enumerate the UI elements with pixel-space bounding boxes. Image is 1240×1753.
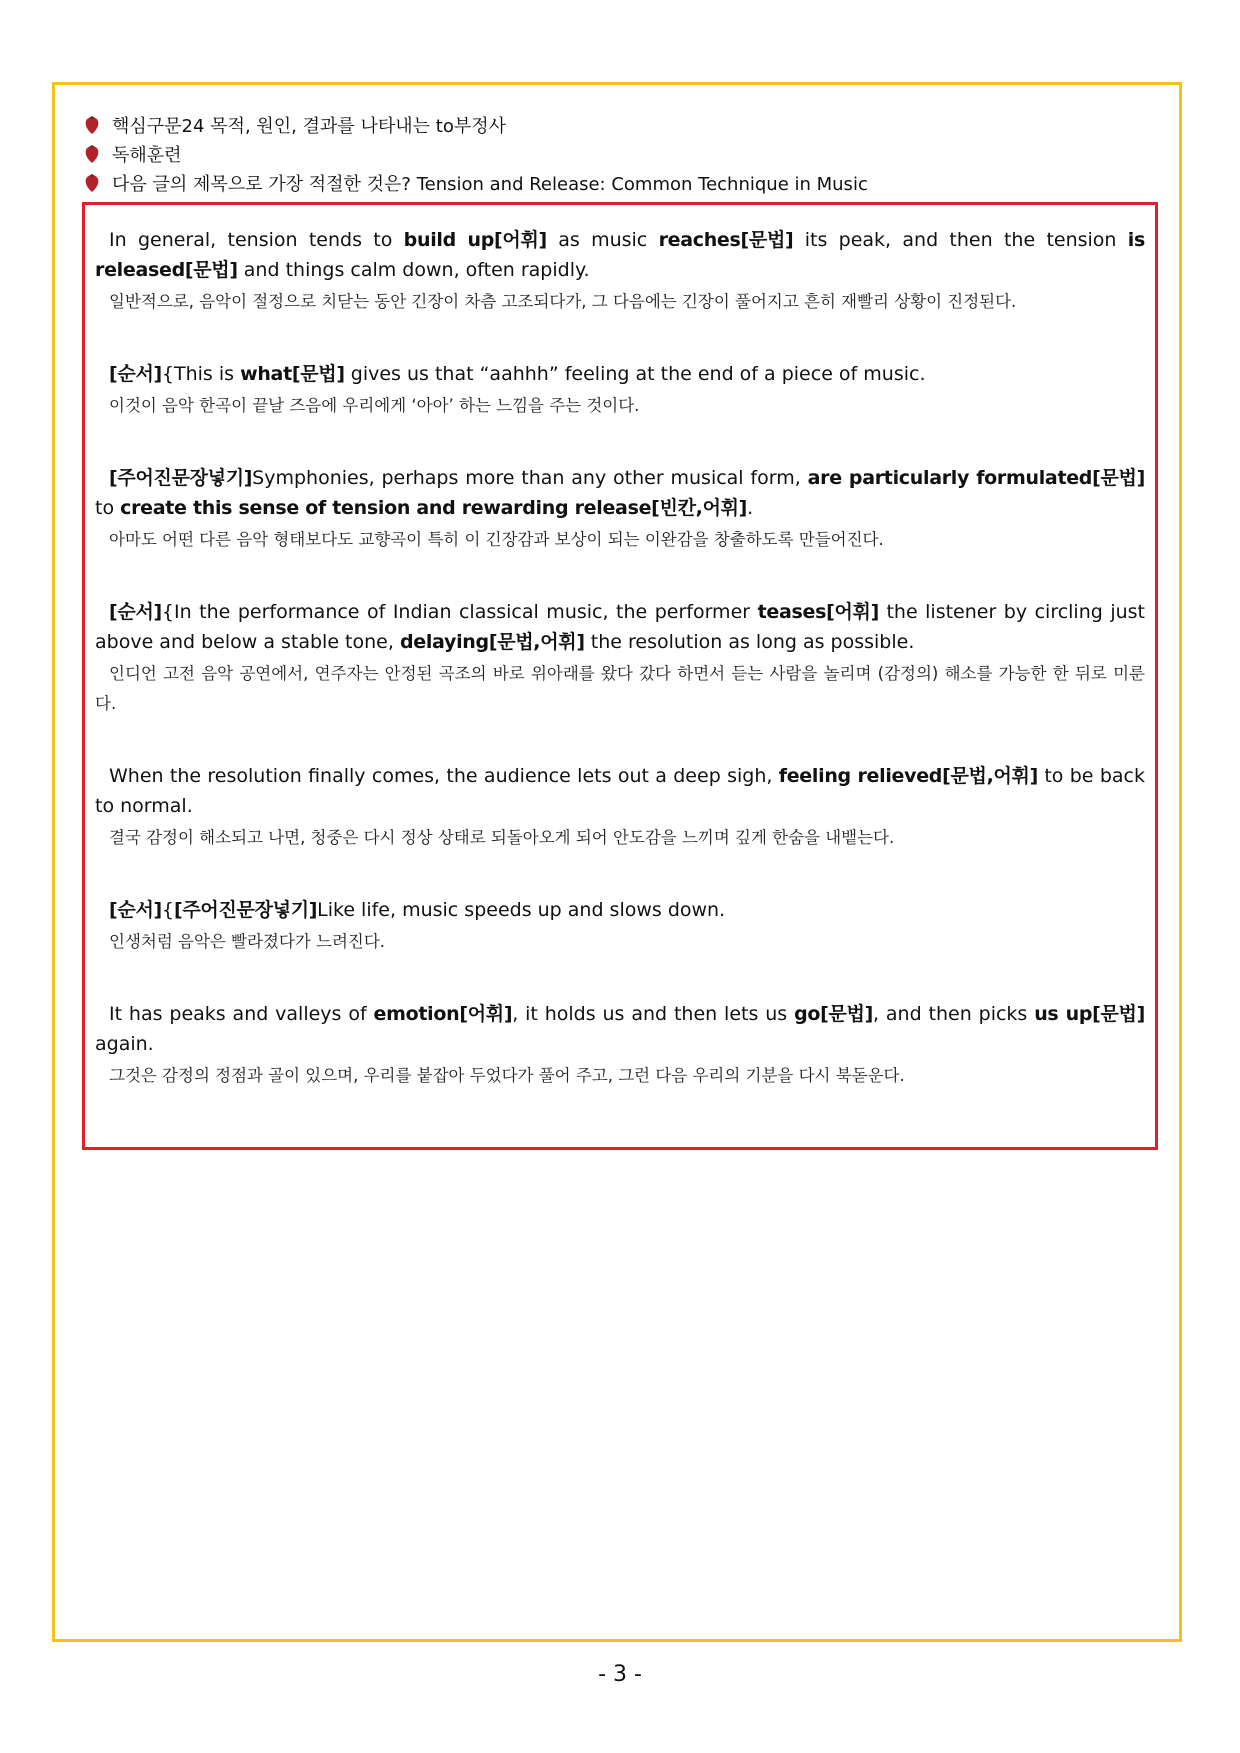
highlighted-phrase: [순서] <box>109 363 162 385</box>
header-line-1 <box>84 111 506 139</box>
sentence-text: gives us that “aahhh” feeling at the end of a piece of music. <box>344 363 926 385</box>
sentence-text: the resolution as long as possible. <box>584 631 915 653</box>
translation-text: 이것이 음악 한곡이 끝날 즈음에 우리에게 ‘아아’ 하는 느낌을 주는 것이다. <box>109 396 640 415</box>
highlighted-phrase: [주어진문장넣기] <box>109 467 253 489</box>
translation-text: 결국 감정이 해소되고 나면, 청중은 다시 정상 상태로 되돌아오게 되어 안도감을 느끼며 깊게 한숨을 내뱉는다. <box>109 828 895 847</box>
sentence-text: , it holds us and then lets us <box>512 1003 795 1025</box>
sentence-text: { <box>161 899 174 921</box>
english-sentence <box>95 597 1145 657</box>
translation-text: 그것은 감정의 정점과 골이 있으며, 우리를 붙잡아 두었다가 풀어 주고, 그런 다음 우리의 기분을 다시 북돋운다. <box>109 1066 905 1085</box>
page-number: - 3 - <box>598 1662 642 1687</box>
highlighted-phrase: us up[문법] <box>1034 1003 1145 1025</box>
translation-text: 아마도 어떤 다른 음악 형태보다도 교향곡이 특히 이 긴장감과 보상이 되는 이완감을 창출하도록 만들어진다. <box>109 530 884 549</box>
highlighted-phrase: are particularly formulated[문법] <box>807 467 1145 489</box>
highlighted-phrase: [순서] <box>109 601 162 623</box>
korean-translation <box>95 287 1145 317</box>
english-sentence <box>95 463 1145 523</box>
paragraph-block <box>95 999 1145 1091</box>
translation-text: 인디언 고전 음악 공연에서, 연주자는 안정된 곡조의 바로 위아래를 왔다 갔다 하면서 듣는 사람을 놀리며 (감정의) 해소를 가능한 한 뒤로 미룬다. <box>95 664 1145 713</box>
korean-translation <box>95 659 1145 719</box>
paragraph-block <box>95 597 1145 719</box>
paragraph-block <box>95 359 1145 421</box>
header-line-2 <box>84 140 182 168</box>
highlighted-phrase: what[문법] <box>240 363 345 385</box>
paragraph-block <box>95 761 1145 853</box>
korean-translation <box>95 391 1145 421</box>
paragraph-list <box>95 225 1145 1091</box>
header-text-1: 핵심구문24 목적, 원인, 결과를 나타내는 to부정사 <box>112 116 507 137</box>
strawberry-bullet-icon <box>84 115 100 135</box>
reading-passage-box <box>82 202 1158 1150</box>
translation-text: 일반적으로, 음악이 절정으로 치닫는 동안 긴장이 차츰 고조되다가, 그 다음에는 긴장이 풀어지고 흔히 재빨리 상황이 진정된다. <box>109 292 1017 311</box>
paragraph-block <box>95 463 1145 555</box>
highlighted-phrase: emotion[어휘] <box>373 1003 513 1025</box>
sentence-text: as music <box>546 229 659 251</box>
header-line-3 <box>84 169 868 197</box>
korean-translation <box>95 1061 1145 1091</box>
highlighted-phrase: build up[어휘] <box>403 229 547 251</box>
paragraph-block <box>95 225 1145 317</box>
sentence-text: again. <box>95 1033 154 1055</box>
english-sentence <box>95 895 1145 925</box>
header-text-3: 다음 글의 제목으로 가장 적절한 것은? Tension and Release: Common Technique in Music <box>112 174 868 195</box>
translation-text: 인생처럼 음악은 빨라졌다가 느려진다. <box>109 932 386 951</box>
highlighted-phrase: go[문법] <box>794 1003 873 1025</box>
highlighted-phrase: teases[어휘] <box>757 601 879 623</box>
english-sentence <box>95 761 1145 821</box>
english-sentence <box>95 225 1145 285</box>
sentence-text: Like life, music speeds up and slows down. <box>317 899 726 921</box>
sentence-text: the listener by circling just above and below a stable tone, <box>95 601 1145 653</box>
sentence-text: {This is <box>161 363 241 385</box>
sentence-text: In general, tension tends to <box>109 229 404 251</box>
sentence-text: It has peaks and valleys of <box>109 1003 374 1025</box>
paragraph-block <box>95 895 1145 957</box>
highlighted-phrase: is released[문법] <box>95 229 1146 281</box>
strawberry-bullet-icon <box>84 173 100 193</box>
header-text-2: 독해훈련 <box>112 145 182 166</box>
sentence-text: When the resolution finally comes, the audience lets out a deep sigh, <box>109 765 779 787</box>
korean-translation <box>95 823 1145 853</box>
highlighted-phrase: delaying[문법,어휘] <box>399 631 585 653</box>
sentence-text: , and then picks <box>873 1003 1035 1025</box>
english-sentence <box>95 999 1145 1059</box>
highlighted-phrase: feeling relieved[문법,어휘] <box>778 765 1038 787</box>
sentence-text: . <box>747 497 754 519</box>
english-sentence <box>95 359 1145 389</box>
highlighted-phrase: [주어진문장넣기] <box>173 899 318 921</box>
sentence-text: its peak, and then the tension <box>793 229 1128 251</box>
strawberry-bullet-icon <box>84 144 100 164</box>
highlighted-phrase: [순서] <box>109 899 162 921</box>
highlighted-phrase: reaches[문법] <box>658 229 794 251</box>
highlighted-phrase: create this sense of tension and rewarding release[빈칸,어휘] <box>120 497 748 519</box>
sentence-text: to be back to normal. <box>95 765 1145 817</box>
sentence-text: to <box>95 497 121 519</box>
korean-translation <box>95 927 1145 957</box>
korean-translation <box>95 525 1145 555</box>
sentence-text: and things calm down, often rapidly. <box>237 259 590 281</box>
sentence-text: Symphonies, perhaps more than any other musical form, <box>252 467 808 489</box>
sentence-text: {In the performance of Indian classical music, the performer <box>161 601 758 623</box>
